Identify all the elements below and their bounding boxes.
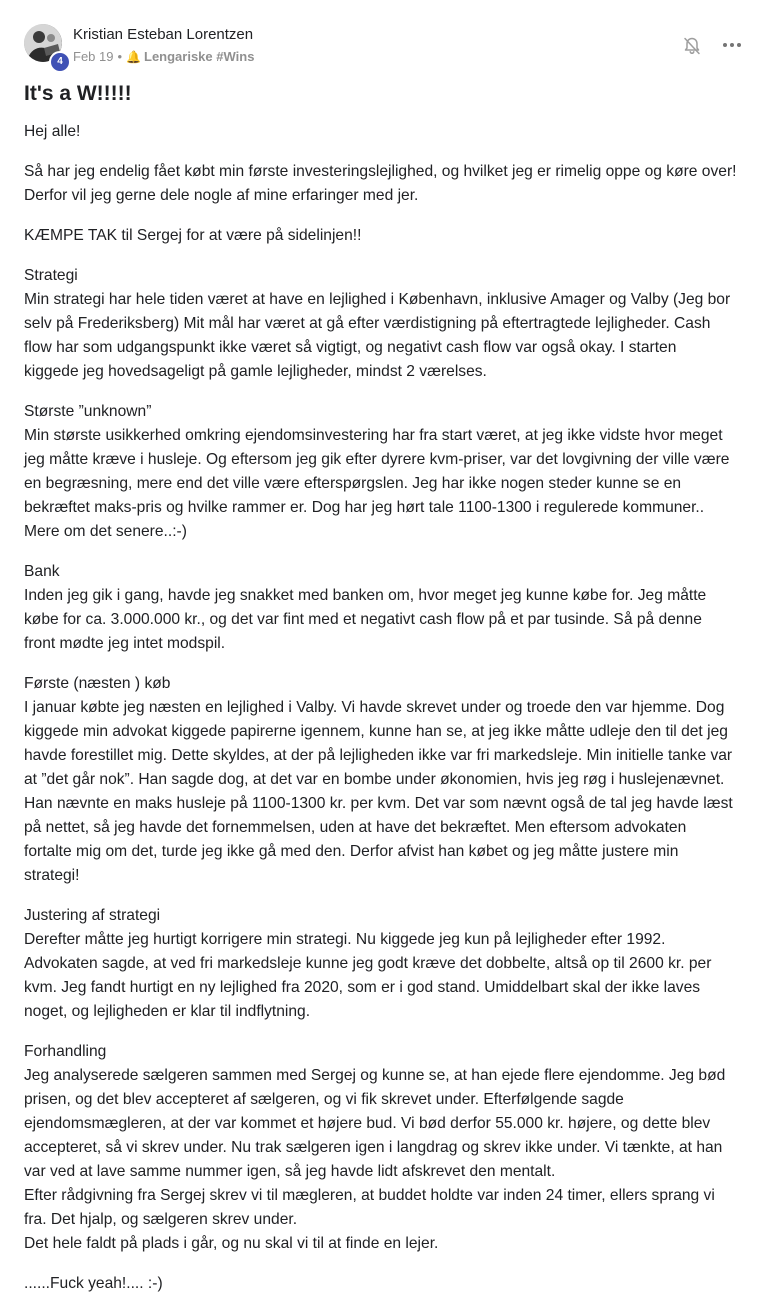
post-paragraph: Forhandling Jeg analyserede sælgeren sammen med Sergej og kunne se, at han ejede flere ejendomme. Jeg bød prisen, og det blev accepteret af sælgeren, og vi fik skrevet under. Efterfølgende sagde ejendomsmægleren, at der var kommet et højere bud. Vi bød derfor 55.000 kr. højere, og dette blev accepteret, så vi skrev under. Nu trak sælgeren igen i langdrag og skrev ikke under. Vi tænkte, at han var ved at lave samme nummer igen, så jeg havde lidt afskrevet den mentalt. Efter rådgivning fra Sergej skrev vi til mægleren, at buddet holdte var inden 24 timer, ellers sprang vi fra. Det hjalp, og sælgeren skrev under. Det hele faldt på plads i går, og nu skal vi til at finde en lejer.: [24, 1043, 726, 1252]
meta-separator: •: [117, 49, 123, 64]
bell-off-icon[interactable]: [682, 36, 702, 56]
post-paragraph: Bank Inden jeg gik i gang, havde jeg snakket med banken om, hvor meget jeg kunne købe for. Jeg måtte købe for ca. 3.000.000 kr., og det var fint med et negativt cash flow på et par tusinde. Så på denne front mødte jeg intet modspil.: [24, 563, 707, 652]
post-title: It's a W!!!!!: [24, 82, 132, 105]
post-category[interactable]: Lengariske #Wins: [144, 49, 255, 64]
post-date[interactable]: Feb 19: [73, 49, 114, 64]
post-meta: [73, 49, 254, 64]
post-paragraph: Hej alle!: [24, 123, 81, 140]
post-paragraph: Strategi Min strategi har hele tiden været at have en lejlighed i København, inklusive Amager og Valby (Jeg bor selv på Frederiksberg) Mit mål har været at gå efter værdistigning på eftertragtede lejligheder. Cash flow har som udgangspunkt ikke været så vigtigt, og negativt cash flow var også okay. I starten kiggede jeg hovedsageligt på gamle lejligheder, mindst 2 værelses.: [24, 267, 731, 380]
post-header: [24, 22, 754, 68]
post-paragraph: ......Fuck yeah!.... :-): [24, 1275, 163, 1292]
post-paragraph: Så har jeg endelig fået købt min første investeringslejlighed, og hvilket jeg er rimelig oppe og køre over! Derfor vil jeg gerne dele nogle af mine erfaringer med jer.: [24, 163, 737, 204]
author-avatar[interactable]: [24, 24, 66, 66]
level-badge: 4: [49, 51, 71, 73]
bell-emoji-icon: 🔔: [126, 49, 141, 64]
more-horizontal-icon[interactable]: [720, 34, 744, 56]
post-paragraph: Største ”unknown” Min største usikkerhed omkring ejendomsinvestering har fra start været, at jeg ikke vidste hvor meget jeg måtte kræve i husleje. Og eftersom jeg gik efter dyrere kvm-priser, var det lovgivning der ville være en begræsning, mere end det ville være efterspørgslen. Jeg har ikke nogen steder kunne se en bekræftet maks-pris og hvilke rammer er. Dog har jeg hørt tale 1100-1300 i regulerede kommuner.. Mere om det senere..:-): [24, 403, 730, 540]
post-paragraph: KÆMPE TAK til Sergej for at være på sidelinjen!!: [24, 227, 362, 244]
author-name[interactable]: Kristian Esteban Lorentzen: [73, 26, 254, 43]
post-paragraph: Justering af strategi Derefter måtte jeg hurtigt korrigere min strategi. Nu kiggede jeg kun på lejligheder efter 1992. Advokaten sagde, at ved fri markedsleje kunne jeg godt kræve det dobbelte, altså op til 2600 kr. per kvm. Jeg fandt hurtigt en ny lejlighed fra 2020, som er i god stand. Umiddelbart skal der ikke laves noget, og lejligheden er klar til indflytning.: [24, 907, 712, 1020]
post-paragraph: Første (næsten ) køb I januar købte jeg næsten en lejlighed i Valby. Vi havde skrevet under og troede den var hjemme. Dog kiggede min advokat kiggede papirerne igennem, kunne han se, at jeg ikke måtte udleje den til det jeg havde forestillet mig. Dette skyldes, at der på lejligheden ikke var fri markedsleje. Min initielle tanke var at ”det går nok”. Han sagde dog, at det var en bombe under økonomien, hvis jeg røg i huslejenævnet. Han nævnte en maks husleje på 1100-1300 kr. per kvm. Det var som nævnt også de tal jeg havde læst på nettet, så jeg havde det fornemmelsen, uden at have det bekræftet. Men eftersom advokaten fortalte mig om det, turde jeg ikke gå med den. Derfor afvist han købet og jeg måtte justere min strategi!: [24, 675, 733, 884]
post-body: [24, 120, 754, 1312]
